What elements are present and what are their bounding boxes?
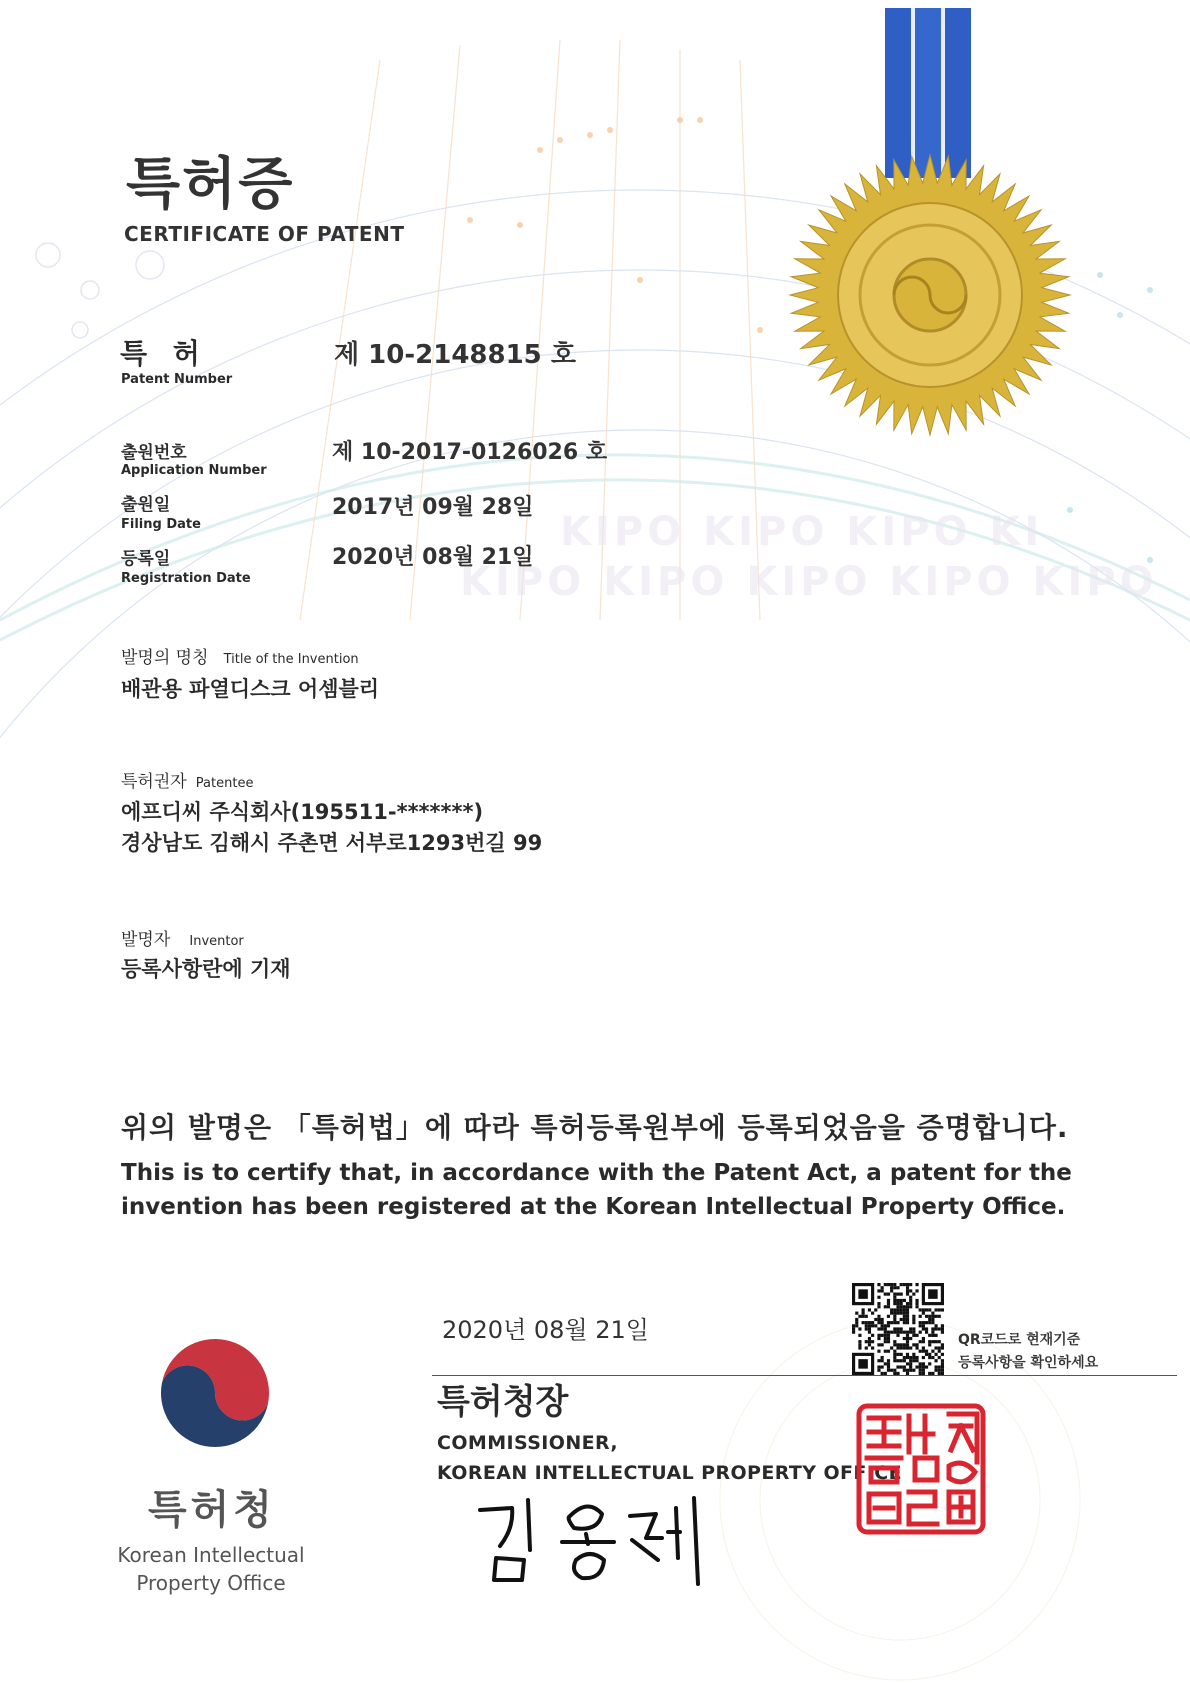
filing-date-label-en: Filing Date <box>121 517 201 532</box>
registration-date-label-en: Registration Date <box>121 571 251 586</box>
certification-text-ko: 위의 발명은 「특허법」에 따라 특허등록원부에 등록되었음을 증명합니다. <box>121 1111 1069 1144</box>
inventor-label: 발명자 <box>121 930 171 950</box>
commissioner-signature <box>470 1488 730 1588</box>
filing-date-value: 2017년 09월 28일 <box>332 495 534 520</box>
commissioner-title-en-line1: COMMISSIONER, <box>437 1432 618 1454</box>
qr-note-line1: QR코드로 현재기준 <box>958 1332 1081 1348</box>
invention-label-en: Title of the Invention <box>223 652 359 667</box>
inventor-section-header <box>121 925 244 950</box>
registration-date-value: 2020년 08월 21일 <box>332 545 534 570</box>
kipo-name-ko: 특허청 <box>148 1487 276 1533</box>
svg-text:KIPO KIPO KIPO KIPO KIPO: KIPO KIPO KIPO KIPO KIPO <box>460 559 1158 605</box>
patentee-name: 에프디씨 주식회사(195511-*******) <box>121 800 484 824</box>
certificate-title: 특허증 <box>126 152 295 217</box>
commissioner-title-en-line2: KOREAN INTELLECTUAL PROPERTY OFFICE <box>437 1462 902 1484</box>
kipo-name-en-line1: Korean Intellectual <box>117 1543 305 1567</box>
issue-date: 2020년 08월 21일 <box>442 1316 649 1344</box>
patentee-label: 특허권자 <box>121 772 187 792</box>
gold-seal-icon <box>780 0 1080 450</box>
application-number-label: 출원번호 <box>121 443 187 463</box>
invention-section-header <box>121 643 359 668</box>
kipo-name-en-line2: Property Office <box>136 1571 286 1595</box>
patent-number-label: 특 허 <box>120 337 208 370</box>
filing-date-label: 출원일 <box>121 495 171 515</box>
inventor-value: 등록사항란에 기재 <box>121 957 291 981</box>
certification-text-en-line2: invention has been registered at the Korean Intellectual Property Office. <box>121 1194 1066 1220</box>
commissioner-title-ko: 특허청장 <box>437 1382 569 1422</box>
patentee-label-en: Patentee <box>195 776 254 791</box>
certificate-subtitle: CERTIFICATE OF PATENT <box>124 222 405 246</box>
patentee-section-header <box>121 767 253 792</box>
patent-number-value: 제 10-2148815 호 <box>334 340 576 370</box>
kipo-logo-icon <box>140 1318 290 1468</box>
invention-label: 발명의 명칭 <box>121 648 209 668</box>
qr-code[interactable] <box>852 1283 944 1375</box>
registration-date-label: 등록일 <box>121 549 171 569</box>
official-stamp <box>855 1402 987 1536</box>
inventor-label-en: Inventor <box>189 934 244 949</box>
qr-note-line2: 등록사항을 확인하세요 <box>958 1355 1099 1371</box>
application-number-label-en: Application Number <box>121 463 267 478</box>
patentee-address: 경상남도 김해시 주촌면 서부로1293번길 99 <box>121 831 543 855</box>
invention-title-value: 배관용 파열디스크 어셈블리 <box>121 677 380 701</box>
patent-number-label-en: Patent Number <box>121 372 233 387</box>
certification-text-en-line1: This is to certify that, in accordance with the Patent Act, a patent for the <box>121 1160 1072 1186</box>
application-number-value: 제 10-2017-0126026 호 <box>332 440 608 465</box>
svg-text:KIPO KIPO KIPO KI: KIPO KIPO KIPO KI <box>560 509 1044 555</box>
